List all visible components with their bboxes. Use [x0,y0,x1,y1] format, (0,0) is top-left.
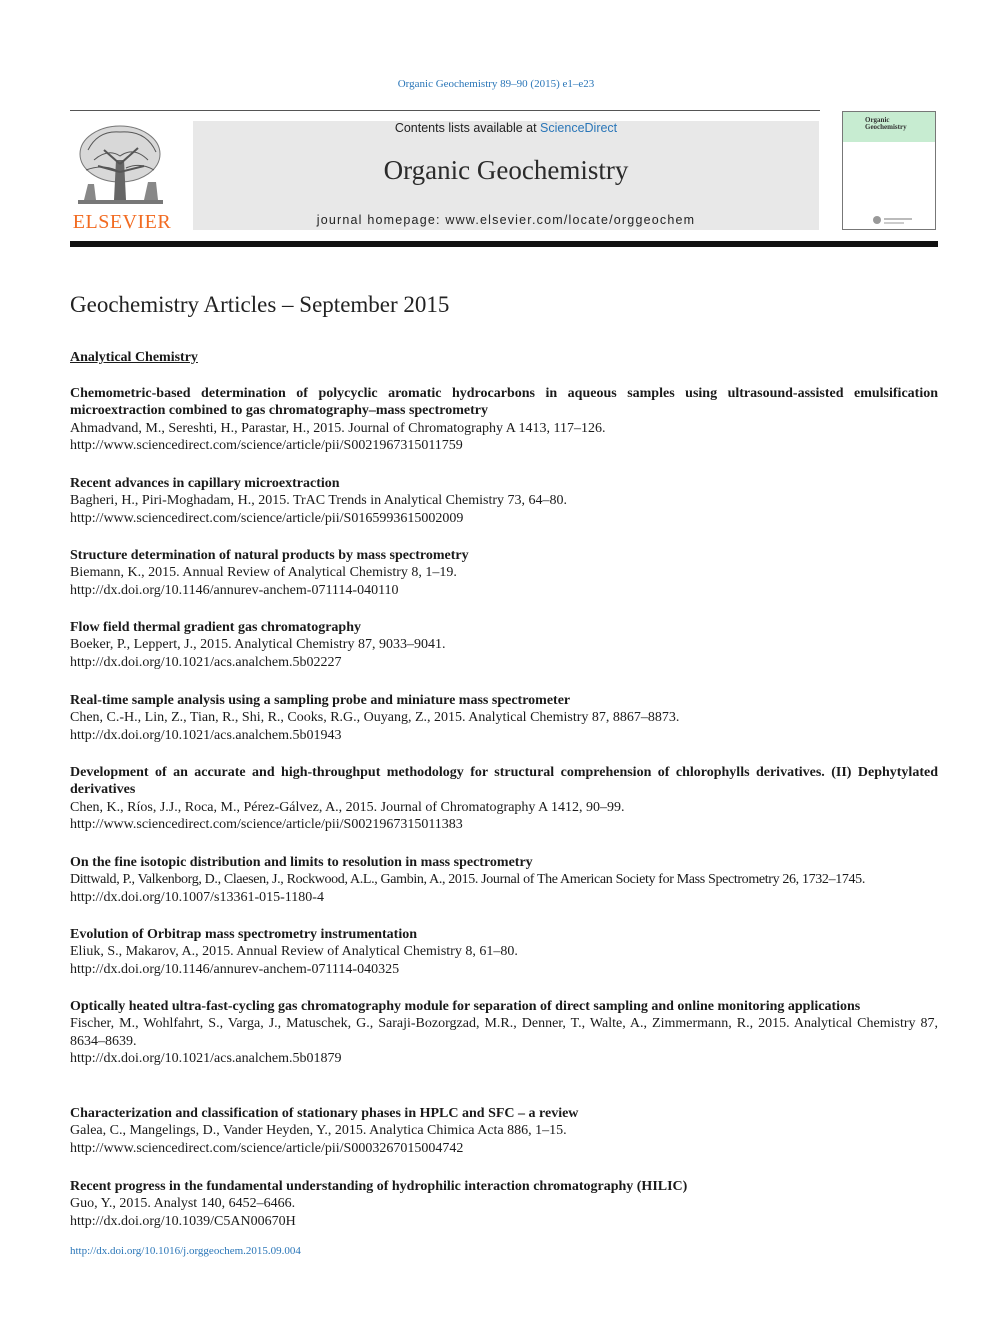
article-title[interactable]: On the fine isotopic distribution and limits to resolution in mass spectrometry [70,855,533,870]
article-title[interactable]: Recent advances in capillary microextraction [70,476,340,491]
article-reference: Ahmadvand, M., Sereshti, H., Parastar, H., 2015. Journal of Chromatography A 1413, 117–126. [70,420,606,436]
journal-title: Organic Geochemistry [383,155,629,185]
article-url[interactable]: http://dx.doi.org/10.1039/C5AN00670H [70,1213,296,1229]
journal-homepage[interactable]: journal homepage: www.elsevier.com/locate/orggeochem [316,213,696,227]
cover-logo-icon [843,142,935,229]
article-reference: Bagheri, H., Piri-Moghadam, H., 2015. TrAC Trends in Analytical Chemistry 73, 64–80. [70,493,567,509]
article-entry [70,475,938,527]
page-title: Geochemistry Articles – September 2015 [70,292,450,317]
article-entry [70,764,938,834]
article-reference: Galea, C., Mangelings, D., Vander Heyden, Y., 2015. Analytica Chimica Acta 886, 1–15. [70,1123,567,1139]
article-entry [70,926,938,978]
article-url[interactable]: http://www.sciencedirect.com/science/article/pii/S0021967315011383 [70,817,463,833]
article-title[interactable]: Chemometric-based determination of polycyclic aromatic hydrocarbons in aqueous samples using ultrasound-assisted emulsification microextraction combined to gas chromatography–mass spectrometry [70,386,938,419]
article-title[interactable]: Evolution of Orbitrap mass spectrometry instrumentation [70,927,417,942]
article-title[interactable]: Structure determination of natural products by mass spectrometry [70,548,469,563]
article-reference: Fischer, M., Wohlfahrt, S., Varga, J., Matuschek, G., Saraji-Bozorgzad, M.R., Denner, T., Walte, A., Zimmermann, R., 2015. Analytical Chemistry 87, 8634–8639. [70,1016,938,1049]
article-entry [70,1178,938,1230]
section-heading: Analytical Chemistry [70,350,198,365]
cover-title-line-2: Geochemistry [865,123,907,131]
cover-lower-panel [843,142,935,229]
cover-title-line-1: Organic [865,116,890,124]
article-reference: Biemann, K., 2015. Annual Review of Analytical Chemistry 8, 1–19. [70,565,457,581]
article-url[interactable]: http://www.sciencedirect.com/science/article/pii/S0165993615002009 [70,510,464,526]
sciencedirect-link[interactable]: ScienceDirect [540,121,618,135]
header-thick-rule [70,241,938,247]
contents-prefix: Contents lists available at [394,121,541,135]
article-url[interactable]: http://dx.doi.org/10.1021/acs.analchem.5b01943 [70,727,342,743]
article-reference: Eliuk, S., Makarov, A., 2015. Annual Review of Analytical Chemistry 8, 61–80. [70,944,518,960]
article-entry [70,854,938,906]
article-url[interactable]: http://dx.doi.org/10.1007/s13361-015-1180-4 [70,889,324,905]
article-title[interactable]: Characterization and classification of stationary phases in HPLC and SFC – a review [70,1106,579,1121]
article-reference: Boeker, P., Leppert, J., 2015. Analytical Chemistry 87, 9033–9041. [70,637,446,653]
article-title[interactable]: Flow field thermal gradient gas chromatography [70,620,361,635]
article-entry [70,619,938,671]
article-entry [70,692,938,744]
article-title[interactable]: Real-time sample analysis using a sampling probe and miniature mass spectrometer [70,693,571,708]
header-rule [70,110,820,111]
article-title[interactable]: Optically heated ultra-fast-cycling gas chromatography module for separation of direct sampling and online monitoring applications [70,999,861,1014]
article-reference: Chen, C.-H., Lin, Z., Tian, R., Shi, R., Cooks, R.G., Ouyang, Z., 2015. Analytical Chemistry 87, 8867–8873. [70,710,680,726]
cover-title [865,117,907,131]
article-entry [70,998,938,1068]
article-entry [70,547,938,599]
article-url[interactable]: http://www.sciencedirect.com/science/article/pii/S0021967315011759 [70,438,463,454]
article-title[interactable]: Recent progress in the fundamental understanding of hydrophilic interaction chromatography (HILIC) [70,1179,688,1194]
article-url[interactable]: http://www.sciencedirect.com/science/article/pii/S0003267015004742 [70,1140,464,1156]
journal-cover-thumbnail[interactable] [842,111,936,230]
article-url[interactable]: http://dx.doi.org/10.1146/annurev-anchem-071114-040325 [70,961,400,977]
elsevier-wordmark: ELSEVIER [72,211,172,233]
contents-line [193,121,819,135]
article-reference: Guo, Y., 2015. Analyst 140, 6452–6466. [70,1196,296,1212]
footer-doi-link[interactable]: http://dx.doi.org/10.1016/j.orggeochem.2015.09.004 [70,1245,301,1257]
article-url[interactable]: http://dx.doi.org/10.1021/acs.analchem.5b02227 [70,654,342,670]
article-entry [70,385,938,455]
article-entry [70,1105,938,1157]
article-reference: Dittwald, P., Valkenborg, D., Claesen, J., Rockwood, A.L., Gambin, A., 2015. Journal of The American Society for Mass Spectrometry 26, 1732–1745. [70,872,865,888]
journal-citation[interactable]: Organic Geochemistry 89–90 (2015) e1–e23 [397,78,595,90]
article-title[interactable]: Development of an accurate and high-throughput methodology for structural comprehension of chlorophylls derivatives. (II) Dephytylated derivatives [70,765,938,798]
article-url[interactable]: http://dx.doi.org/10.1146/annurev-anchem-071114-040110 [70,582,399,598]
article-reference: Chen, K., Ríos, J.J., Roca, M., Pérez-Gálvez, A., 2015. Journal of Chromatography A 1412, 90–99. [70,799,625,815]
article-url[interactable]: http://dx.doi.org/10.1021/acs.analchem.5b01879 [70,1051,342,1067]
